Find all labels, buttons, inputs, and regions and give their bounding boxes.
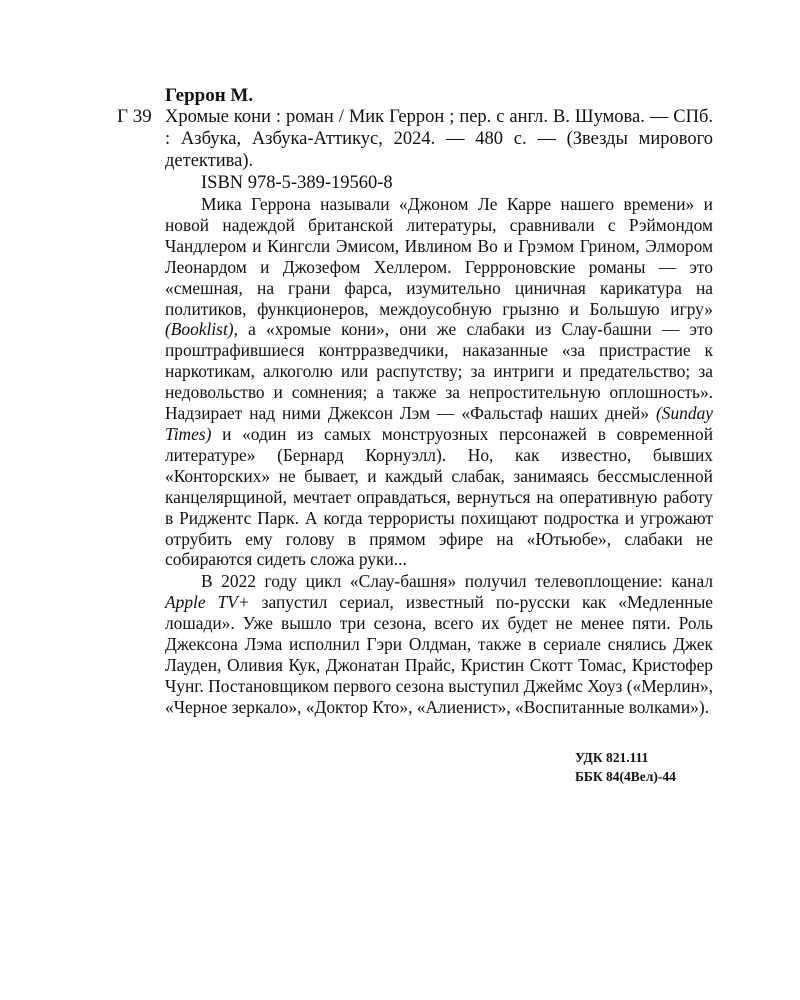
- source-sunday-times: (Sunday Times): [165, 403, 713, 444]
- annotation-text: и «один из самых монструозных персонажей в современной литературе» (Бернард Корнуэлл). Но, как известно, бывших «Конторских» не бывает, и каждый слабак, занимаясь бессмысленной канцелярщиной, мечтает оправдаться, вернуться на оперативную работу в Риджентс Парк. А когда террористы похищают подростка и угрожают отрубить ему голову в прямом эфире на «Ютьюбе», слабаки не собираются сидеть сложа руки...: [165, 423, 713, 570]
- annotation-paragraph-1: [165, 194, 713, 570]
- author-mark: Г 39: [117, 106, 152, 127]
- bbk-code: ББК 84(4Вел)-44: [575, 769, 676, 784]
- annotation-text: Мика Геррона называли «Джоном Ле Карре нашего времени» и новой надеждой британской литературы, сравнивали с Рэймондом Чандлером и Кингсли Эмисом, Ивлином Во и Грэмом Грином, Элмором Леонардом и Джозефом Хеллером. Геррроновские романы — это «смешная, на грани фарса, изумительно циничная карикатура на политиков, функционеров, междоусобную грызню и Большую игру»: [165, 194, 713, 319]
- classification-block: [575, 748, 676, 786]
- isbn: ISBN 978-5-389-19560-8: [201, 173, 393, 193]
- channel-name: Apple TV+: [165, 592, 250, 613]
- annotation-text: , а «хромые кони», они же слабаки из Слау-башни — это проштрафившиеся контрразведчики, наказанные «за пристрастие к наркотикам, алкоголю или распутству; за интриги и предательство; за недовольство и сомнения; а также за непростительную оплошность». Надзирает над ними Джексон Лэм — «Фальстаф наших дней»: [165, 319, 713, 424]
- annotation-paragraph-2: [165, 571, 713, 717]
- bibliographic-description: Хромые кони : роман / Мик Геррон ; пер. с англ. В. Шумова. — СПб. : Азбука, Азбука-Аттикус, 2024. — 480 с. — (Звезды мирового детектива).: [165, 107, 713, 172]
- annotation-text: запустил сериал, известный по-русски как «Медленные лошади». Уже вышло три сезона, всего их будет не менее пяти. Роль Джексона Лэма исполнил Гэри Олдман, также в сериале снялись Джек Лауден, Оливия Кук, Джонатан Прайс, Кристин Скотт Томас, Кристофер Чунг. Постановщиком первого сезона выступил Джеймс Хоуз («Мерлин», «Черное зеркало», «Доктор Кто», «Алиенист», «Воспитанные волками»).: [165, 592, 713, 717]
- source-booklist: (Booklist): [165, 319, 234, 340]
- annotation: [165, 194, 713, 718]
- author-heading: Геррон М.: [165, 85, 254, 106]
- annotation-text: В 2022 году цикл «Слау-башня» получил телевоплощение: канал: [201, 571, 713, 592]
- udk-code: УДК 821.111: [575, 750, 649, 765]
